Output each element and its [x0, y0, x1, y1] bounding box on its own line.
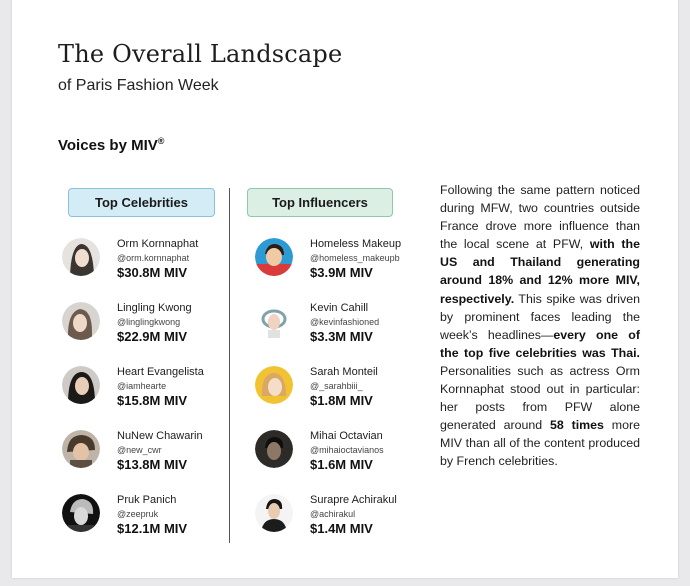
avatar — [255, 494, 293, 532]
avatar — [255, 302, 293, 340]
summary-text-1: Following the same pattern noticed during MFW, two countries outside France drove more influence than the local scene at PFW, — [440, 183, 640, 252]
summary-paragraph — [440, 181, 640, 471]
influencer-name: Mihai Octavian — [310, 430, 383, 442]
avatar — [62, 302, 100, 340]
celebrity-handle: @linglingkwong — [117, 317, 181, 327]
celebrity-miv: $22.9M MIV — [117, 329, 188, 344]
summary-text-4: more MIV than all of the content produced by French celebrities. — [440, 418, 640, 469]
celebrity-name: Heart Evangelista — [117, 366, 204, 378]
summary-highlight-3: 58 times — [550, 418, 604, 433]
top-influencers-header: Top Influencers — [247, 188, 393, 217]
section-label: Voices by MIV — [58, 137, 158, 154]
avatar — [62, 430, 100, 468]
influencer-name: Kevin Cahill — [310, 302, 369, 314]
avatar — [62, 238, 100, 276]
summary-text-2: This spike was driven by prominent faces leading the week’s headlines— — [440, 291, 640, 342]
avatar — [255, 366, 293, 404]
celebrity-name: Pruk Panich — [117, 494, 177, 506]
influencer-handle: @kevinfashioned — [310, 317, 380, 327]
avatar — [62, 494, 100, 532]
influencer-name: Homeless Makeup — [310, 238, 402, 250]
celebrity-name: Orm Kornnaphat — [117, 238, 199, 250]
influencer-handle: @mihaioctavianos — [310, 445, 384, 455]
avatar — [62, 366, 100, 404]
influencer-handle: @_sarahbiii_ — [310, 381, 363, 391]
celebrity-handle: @new_cwr — [117, 445, 162, 455]
celebrity-miv: $12.1M MIV — [117, 521, 188, 536]
influencer-miv: $1.4M MIV — [310, 521, 373, 536]
influencer-name: Sarah Monteil — [310, 366, 378, 378]
celebrity-name: Lingling Kwong — [117, 302, 192, 314]
column-divider — [229, 188, 230, 543]
influencer-miv: $1.8M MIV — [310, 393, 373, 408]
avatar — [255, 430, 293, 468]
page-title: The Overall Landscape — [58, 40, 343, 68]
celebrity-handle: @iamhearte — [117, 381, 167, 391]
celebrity-name: NuNew Chawarin — [117, 430, 203, 442]
celebrity-handle: @orm.kornnaphat — [117, 253, 190, 263]
influencer-miv: $3.9M MIV — [310, 265, 373, 280]
summary-highlight-1: with the US and Thailand generating around 18% and 12% more MIV, respectively. — [440, 237, 640, 306]
registered-mark: ® — [157, 136, 165, 146]
report-page — [12, 0, 678, 578]
influencer-handle: @achirakul — [310, 509, 356, 519]
summary-text-3: Personalities such as actress Orm Kornnaphat stood out in particular: her posts from PFW alone generated around — [440, 363, 640, 433]
celebrity-miv: $13.8M MIV — [117, 457, 188, 472]
top-celebrities-header: Top Celebrities — [68, 188, 215, 217]
celebrity-miv: $30.8M MIV — [117, 265, 188, 280]
celebrity-miv: $15.8M MIV — [117, 393, 188, 408]
avatar — [255, 238, 293, 276]
influencer-handle: @homeless_makeupb — [310, 253, 400, 263]
summary-highlight-2: every one of the top five celebrities was Thai. — [440, 327, 640, 360]
page-subtitle: of Paris Fashion Week — [58, 77, 219, 94]
influencer-miv: $3.3M MIV — [310, 329, 373, 344]
influencer-name: Surapre Achirakul — [310, 494, 397, 506]
celebrity-handle: @zeepruk — [117, 509, 159, 519]
section-heading — [58, 136, 164, 154]
influencer-miv: $1.6M MIV — [310, 457, 373, 472]
